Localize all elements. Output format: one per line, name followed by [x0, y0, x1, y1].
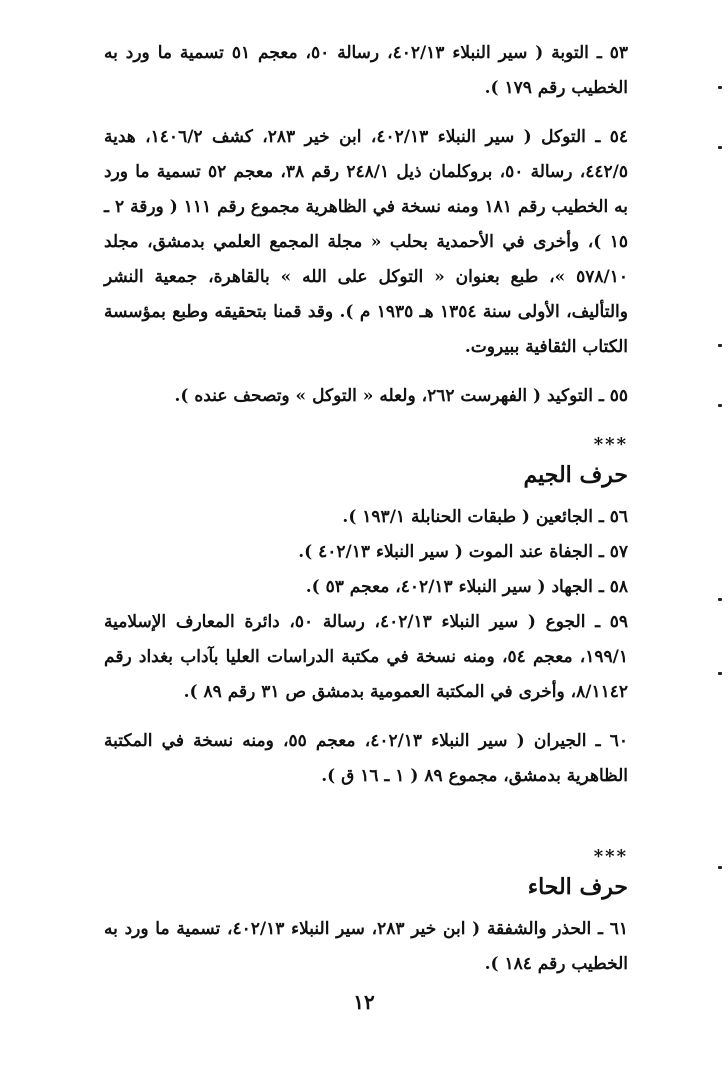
- scan-mark: [718, 344, 722, 347]
- section-heading-haa: حرف الحاء: [527, 874, 628, 900]
- section-divider-stars: ***: [593, 434, 628, 455]
- scan-mark: [718, 146, 722, 149]
- entry-60: ٦٠ ـ الجيران ( سير النبلاء ٤٠٢/١٣، معجم ٥٥، ومنه نسخة في المكتبة الظاهرية بدمشق، مجموع ٨٩ ( ١ ـ ١٦ ق ).: [104, 731, 629, 786]
- entries-top: [104, 36, 628, 414]
- section-divider-stars: ***: [593, 846, 628, 867]
- entry-59: ٥٩ ـ الجوع ( سير النبلاء ٤٠٢/١٣، رسالة ٥٠، دائرة المعارف الإسلامية ١٩٩/١، معجم ٥٤، ومنه نسخة في مكتبة الدراسات العليا بآداب بغداد رقم ٨/١١٤٢، وأخرى في المكتبة العمومية بدمشق ص ٣١ رقم ٨٩ ).: [104, 612, 629, 702]
- entry-57: ٥٧ ـ الجفاة عند الموت ( سير النبلاء ٤٠٢/١٣ ).: [298, 542, 628, 562]
- scan-mark: [718, 672, 722, 675]
- entry-61: ٦١ ـ الحذر والشفقة ( ابن خير ٢٨٣، سير النبلاء ٤٠٢/١٣، تسمية ما ورد به الخطيب رقم ١٨٤ ).: [104, 919, 628, 974]
- page-number: ١٢: [353, 990, 375, 1014]
- entry-53: ٥٣ ـ التوبة ( سير النبلاء ٤٠٢/١٣، رسالة ٥٠، معجم ٥١ تسمية ما ورد به الخطيب رقم ١٧٩ ).: [104, 43, 629, 98]
- scan-mark: [718, 86, 722, 89]
- section-jeem: [104, 424, 628, 794]
- scan-mark: [718, 404, 722, 407]
- entry-58: ٥٨ ـ الجهاد ( سير النبلاء ٤٠٢/١٣، معجم ٥٣ ).: [305, 577, 628, 597]
- entry-55: ٥٥ ـ التوكيد ( الفهرست ٢٦٢، ولعله « التوكل » وتصحف عنده ).: [174, 386, 628, 406]
- section-haa: [104, 836, 628, 982]
- scan-mark: [718, 866, 722, 869]
- section-heading-jeem: حرف الجيم: [523, 462, 628, 488]
- entry-56: ٥٦ ـ الجائعين ( طبقات الحنابلة ١٩٣/١ ).: [342, 507, 628, 527]
- scan-mark: [718, 598, 722, 601]
- entry-54: ٥٤ ـ التوكل ( سير النبلاء ٤٠٢/١٣، ابن خير ٢٨٣، كشف ١٤٠٦/٢، هدية ٤٤٢/٥، رسالة ٥٠، بروكلمان ذيل ٢٤٨/١ رقم ٣٨، معجم ٥٢ تسمية ما ورد به الخطيب رقم ١٨١ ومنه نسخة في الظاهرية مجموع رقم ١١١ ( ورقة ٢ ـ ١٥ )، وأخرى في الأحمدية بحلب « مجلة المجمع العلمي بدمشق، مجلد ٥٧٨/١٠ »، طبع بعنوان « التوكل على الله » بالقاهرة، جمعية النشر والتأليف، الأولى سنة ١٣٥٤ هـ ١٩٣٥ م ). وقد قمنا بتحقيقه وطبع بمؤسسة الكتاب الثقافية ببيروت.: [104, 127, 629, 357]
